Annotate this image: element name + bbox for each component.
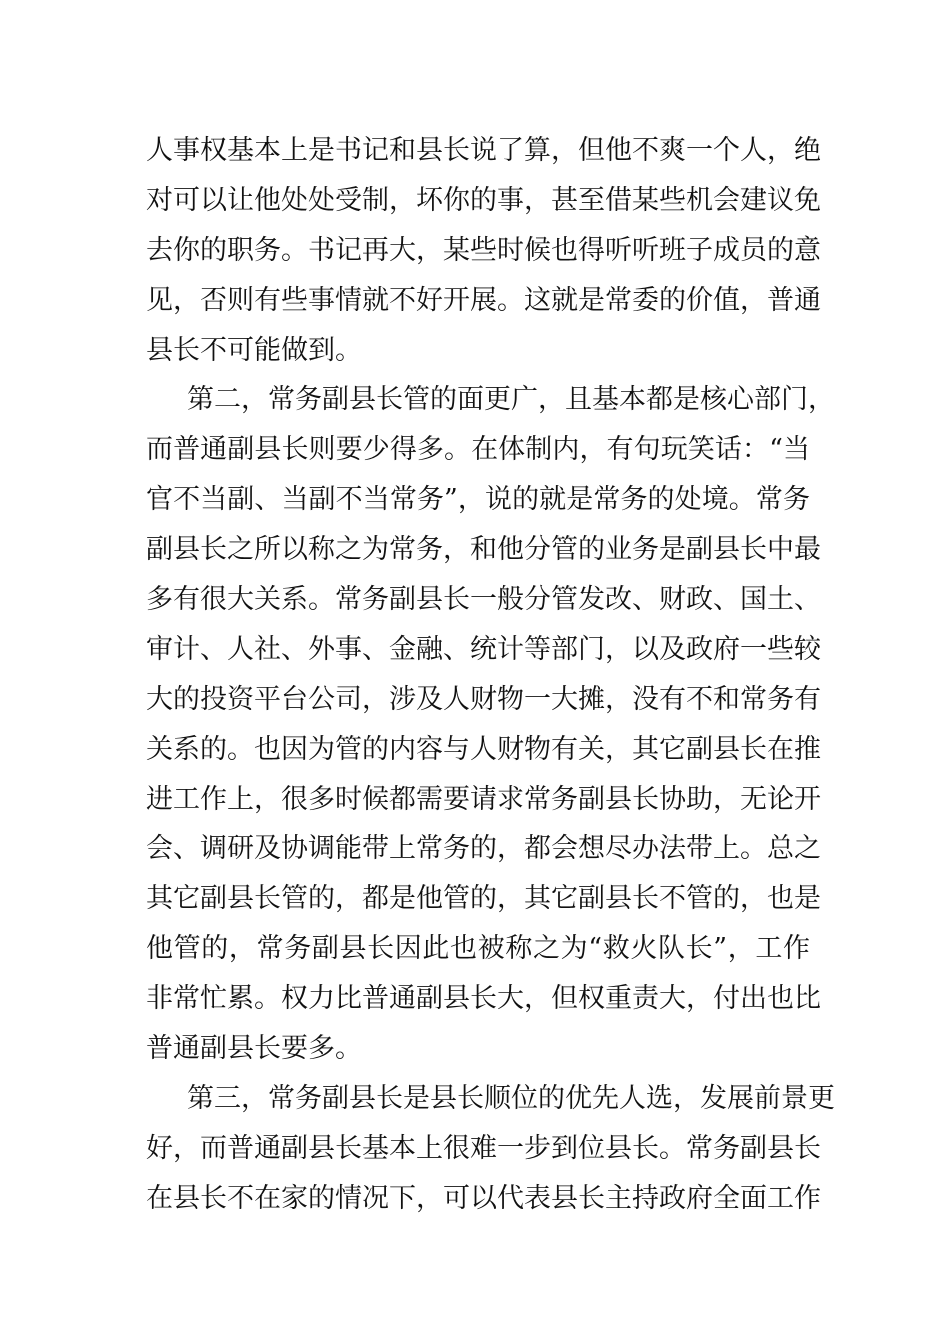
text-line: 非常忙累。权力比普通副县长大，但权重责大，付出也比 [146, 983, 821, 1015]
text-line: 普通副县长要多。 [146, 1033, 362, 1065]
text-line: 多有很大关系。常务副县长一般分管发改、财政、国土、 [146, 584, 821, 616]
text-line: 好，而普通副县长基本上很难一步到位县长。常务副县长 [146, 1132, 821, 1164]
text-line: 对可以让他处处受制，坏你的事，甚至借某些机会建议免 [146, 184, 821, 216]
text-line: 去你的职务。书记再大，某些时候也得听听班子成员的意 [146, 234, 821, 266]
text-line: 人事权基本上是书记和县长说了算，但他不爽一个人，绝 [146, 135, 821, 166]
text-line: 在县长不在家的情况下，可以代表县长主持政府全面工作 [146, 1182, 821, 1214]
text-line: 大的投资平台公司，涉及人财物一大摊，没有不和常务有 [146, 683, 821, 715]
paragraph-1 [146, 126, 821, 375]
text-line: 见，否则有些事情就不好开展。这就是常委的价值，普通 [146, 284, 821, 316]
text-line: 第三，常务副县长是县长顺位的优先人选，发展前景更 [187, 1082, 835, 1114]
text-line: 第二，常务副县长管的面更广，且基本都是核心部门， [187, 384, 835, 416]
text-line: 审计、人社、外事、金融、统计等部门，以及政府一些较 [146, 633, 821, 665]
text-line: 进工作上，很多时候都需要请求常务副县长协助，无论开 [146, 783, 821, 815]
text-line: 关系的。也因为管的内容与人财物有关，其它副县长在推 [146, 733, 821, 765]
text-line: 他管的，常务副县长因此也被称之为“救火队长”，工作 [146, 933, 810, 965]
paragraph-2 [146, 375, 835, 1073]
paragraph-3 [146, 1074, 835, 1224]
text-line: 县长不可能做到。 [146, 334, 362, 366]
text-line: 而普通副县长则要少得多。在体制内，有句玩笑话：“当 [146, 434, 810, 466]
text-line: 会、调研及协调能带上常务的，都会想尽办法带上。总之 [146, 833, 821, 865]
text-line: 其它副县长管的，都是他管的，其它副县长不管的，也是 [146, 883, 821, 915]
body-text [146, 126, 835, 1224]
text-line: 官不当副、当副不当常务”，说的就是常务的处境。常务 [146, 484, 810, 516]
text-line: 副县长之所以称之为常务，和他分管的业务是副县长中最 [146, 534, 821, 566]
